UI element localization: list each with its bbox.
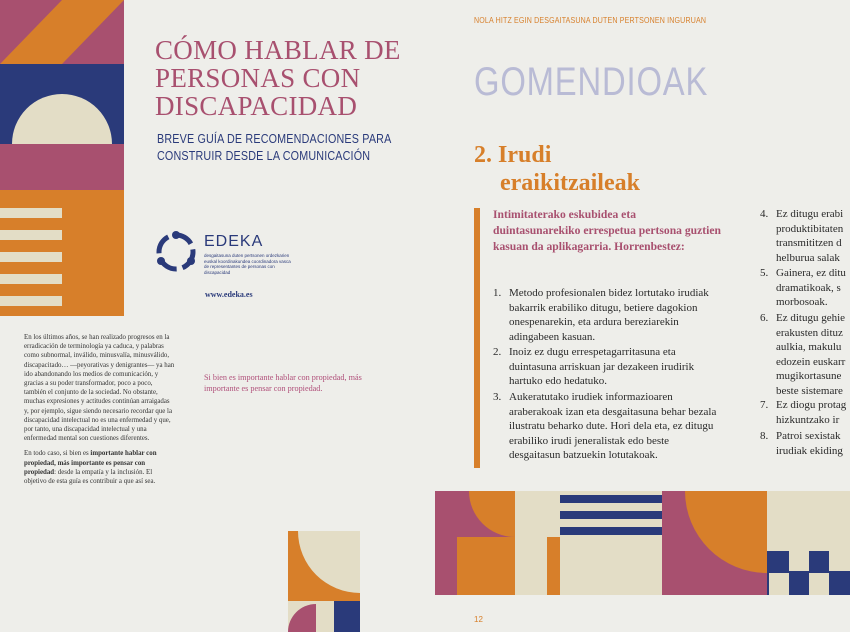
list-item-number: 1. bbox=[493, 287, 502, 299]
list-item-text: Inoiz ez dugu errespetagarritasuna eta duintasuna arriskuan jar dezakeen irudirik hartuko edo hedatuko. bbox=[509, 346, 695, 388]
body-paragraph: En los últimos años, se han realizado progresos en la erradicación de terminología ya caduca, y palabras como subnormal, inválido, minusvalía, minusválido, discapacitado… —peyorativas y denigrantes— ya han ido abandonando los medios de comunicación, y gracias a su poder transformador, poco a poco, también el conjunto de la sociedad. No obstante, muchas expresiones y actitudes continúan arraigadas y, por ejemplo, sigue siendo necesario recordar que la discapacidad intelectual no es una enfermedad y que, por tanto, una discapacidad intelectual y una enfermedad mental son cuestiones diferentes. bbox=[24, 334, 175, 443]
page-number: 12 bbox=[474, 615, 483, 624]
website-link[interactable]: www.edeka.es bbox=[205, 290, 253, 299]
edeka-logo-mark-icon bbox=[152, 228, 200, 276]
running-head: NOLA HITZ EGIN DESGAITASUNA DUTEN PERTSONEN INGURUAN bbox=[474, 16, 707, 25]
cover-subtitle: BREVE GUÍA DE RECOMENDACIONES PARA CONSTRUIR DESDE LA COMUNICACIÓN bbox=[157, 132, 391, 163]
list-item-number: 5. bbox=[760, 267, 769, 279]
list-item-number: 6. bbox=[760, 312, 769, 324]
logo-name: EDEKA bbox=[204, 233, 264, 250]
list-item bbox=[760, 311, 850, 401]
body-text: En todo caso, si bien es bbox=[24, 450, 91, 458]
list-item bbox=[493, 390, 725, 470]
edeka-logo bbox=[152, 228, 292, 278]
intro-accent-bar bbox=[474, 208, 480, 468]
cover-pattern-strip bbox=[0, 0, 124, 316]
body-paragraph bbox=[24, 449, 176, 486]
list-item-text: Aukeratutako irudiek informazioaren araberakoak izan eta desgaitasuna behar bezala ilustratu beharko dute. Hori dela eta, ez ditugu erabiliko irudi jeneralistak edo beste desgaitasun batzuekin lotutakoak. bbox=[509, 391, 717, 462]
body-text-left bbox=[24, 333, 176, 492]
intro-text: Intimitaterako eskubidea eta duintasunarekiko errespetua pertsona guztien kasuan da aplikagarria. Horrenbestez: bbox=[493, 208, 721, 253]
list-item-text: Gainera, ez ditu dramatikoak, s morbosoak. bbox=[776, 267, 846, 309]
list-item bbox=[760, 398, 850, 430]
list-item-text: Ez ditugu erabi produktibitaten transmititzen d helburua salak bbox=[776, 208, 844, 264]
list-item-text: Ez diogu protag hizkuntzako ir bbox=[776, 399, 847, 426]
list-item bbox=[493, 345, 725, 390]
bottom-pattern-right bbox=[435, 491, 850, 595]
list-item-number: 4. bbox=[760, 208, 769, 220]
body-emphasis: importante hablar con propiedad, más importante es pensar con propiedad bbox=[24, 450, 157, 476]
list-item bbox=[760, 429, 850, 461]
section-title: GOMENDIOAK bbox=[474, 60, 709, 104]
list-item-number: 8. bbox=[760, 430, 769, 442]
bottom-pattern-left bbox=[288, 531, 360, 632]
list-item bbox=[760, 266, 850, 311]
list-item-number: 7. bbox=[760, 399, 769, 411]
body-text: : desde la empatía y la inclusión. El objetivo de esta guía es contribuir a que así sea. bbox=[24, 468, 156, 486]
list-item bbox=[493, 286, 725, 346]
pull-quote: Si bien es importante hablar con propiedad, más importante es pensar con propiedad. bbox=[204, 373, 362, 393]
subsection-title bbox=[474, 141, 714, 197]
logo-tagline: desgaitasuna duten pertsonen ordezkarien euskal koordinakundea coordinadora vasca de representantes de personas con discapacidad bbox=[204, 253, 291, 275]
list-item bbox=[760, 207, 850, 267]
list-item-number: 2. bbox=[493, 346, 502, 358]
list-item-number: 3. bbox=[493, 391, 502, 403]
subsection-number: 2. bbox=[474, 142, 492, 168]
list-item-text: Metodo profesionalen bidez lortutako irudiak bakarrik erabiliko ditugu, betiere dagokion onespenarekin, eta ardura bereziarekin adingabeen kasuan. bbox=[509, 287, 709, 343]
subsection-title-line1: Irudi bbox=[498, 142, 552, 168]
list-item-text: Ez ditugu gehie erakusten dituz aulkia, makulu edozein euskarr mugikortasune beste sistemare bbox=[776, 312, 846, 397]
cover-title: CÓMO HABLAR DE PERSONAS CON DISCAPACIDAD bbox=[155, 35, 401, 121]
list-column-2 bbox=[760, 207, 850, 467]
list-item-text: Patroi sexistak irudiak ekiding bbox=[776, 430, 843, 457]
subsection-title-line2: eraikitzaileak bbox=[500, 170, 640, 196]
